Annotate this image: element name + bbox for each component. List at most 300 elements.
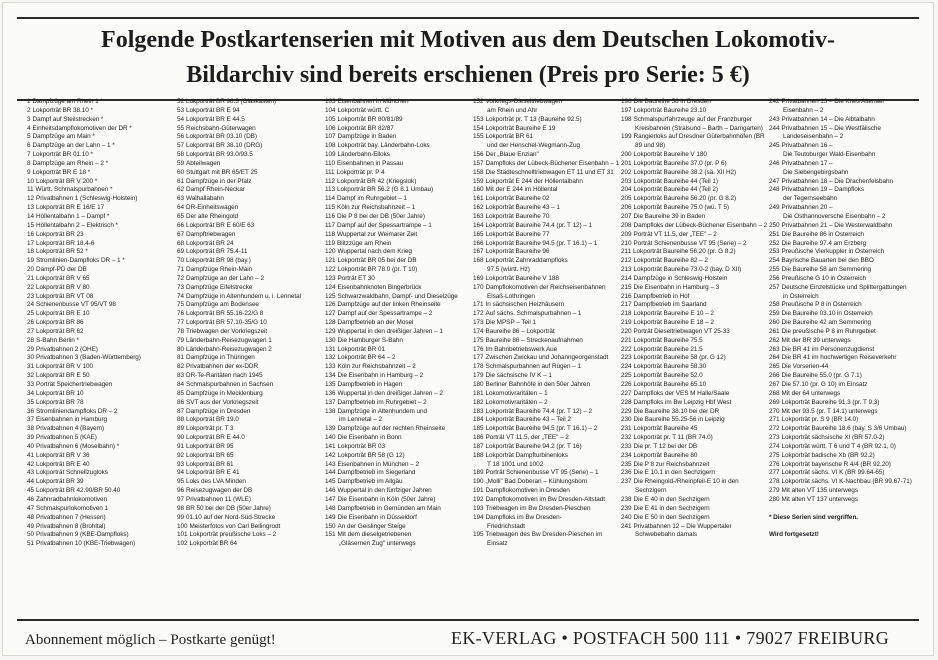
series-column-1 xyxy=(27,98,175,549)
series-title: Lokporträt preußische Loks – 2 xyxy=(189,531,277,539)
series-number: 61 xyxy=(177,177,185,185)
series-entry xyxy=(325,186,473,195)
series-number: 134 xyxy=(325,372,336,380)
series-entry xyxy=(769,372,917,381)
series-entry xyxy=(769,160,917,169)
series-entry xyxy=(27,319,175,328)
series-entry xyxy=(177,372,325,381)
series-entry xyxy=(769,408,917,417)
series-title: in Österreich xyxy=(783,292,819,300)
series-number: 207 xyxy=(621,212,632,220)
series-number: 117 xyxy=(325,221,336,229)
series-entry xyxy=(621,178,769,187)
series-title: Porträt VT 11.5, der „TEE" – 2 xyxy=(633,230,717,238)
series-column-2 xyxy=(177,98,325,549)
series-entry xyxy=(27,381,175,390)
series-title: der Tegernseebahn xyxy=(783,195,838,203)
series-entry xyxy=(769,328,917,337)
series-number: 217 xyxy=(621,301,632,309)
series-number: 145 xyxy=(325,478,336,486)
series-entry xyxy=(177,425,325,434)
series-title: Lokporträt BR 10 xyxy=(36,389,84,397)
series-entry xyxy=(177,178,325,187)
series-number: 265 xyxy=(769,363,780,371)
series-number: 212 xyxy=(621,257,632,265)
series-title: Privatbahnen 20 – xyxy=(781,204,833,212)
series-title: Privatbahnen 16 – xyxy=(781,142,833,150)
series-entry xyxy=(325,452,473,461)
series-title: Berliner Bahnhöfe in den 50er Jahren xyxy=(485,381,590,388)
series-title: Lokporträt pr. T 3 xyxy=(186,425,234,433)
series-title: Lokporträt pr. T 13 (Baureihe 92.5) xyxy=(485,115,582,123)
series-title: und der Henschel-Wegmann-Zug xyxy=(487,142,580,150)
series-entry xyxy=(473,443,621,452)
series-title: Schmalspurbahnen auf Rügen – 1 xyxy=(485,363,582,371)
series-title: Lokomotivraritäten – 1 xyxy=(485,389,548,397)
series-entry xyxy=(177,319,325,328)
series-number: 96 xyxy=(177,487,185,495)
series-entry xyxy=(27,328,175,337)
series-number: 107 xyxy=(325,133,336,141)
series-title: Dampfbetrieb an der Mosel xyxy=(337,319,414,327)
series-entry xyxy=(473,195,621,204)
series-number: 184 xyxy=(473,416,484,424)
series-title: Mit alten VT 137 unterwegs xyxy=(781,495,858,503)
series-number: 236 xyxy=(621,469,632,477)
series-entry xyxy=(177,363,325,372)
series-number: 56 xyxy=(177,133,185,141)
series-number: 206 xyxy=(621,204,632,212)
series-entry xyxy=(621,363,769,372)
series-title: Lokporträt Baureihe 77 xyxy=(485,230,550,238)
series-entry xyxy=(621,505,769,514)
series-title: Dampflokomotiven der Reichseisenbahnen xyxy=(485,283,606,291)
series-entry xyxy=(27,133,175,142)
series-number: 37 xyxy=(27,416,35,424)
series-title: Triebwagen der Vorkriegszeit xyxy=(186,327,268,335)
series-number: 58 xyxy=(177,151,185,159)
series-title: Friedrichstadt xyxy=(487,522,526,530)
series-entry xyxy=(27,116,175,125)
series-number: 132 xyxy=(325,354,336,362)
series-number: 109 xyxy=(325,151,336,159)
series-title: Privatbahnen 14 – Die Albtalbahn xyxy=(781,115,875,123)
series-entry xyxy=(621,266,769,275)
series-number: 235 xyxy=(621,460,632,468)
series-entry xyxy=(473,487,621,496)
series-number: 28 xyxy=(27,336,35,344)
series-entry xyxy=(769,478,917,487)
series-number: 148 xyxy=(325,504,336,512)
series-title: Dampfzüge in der Pfalz xyxy=(186,177,252,185)
series-number: 48 xyxy=(27,513,35,521)
series-number: 190 xyxy=(473,478,484,486)
series-title: Schwarzwaldbahn, Dampf- und Dieselzüge xyxy=(337,292,458,300)
series-entry xyxy=(473,204,621,213)
series-number: 128 xyxy=(325,319,336,327)
series-number: 52 xyxy=(177,98,185,105)
series-entry xyxy=(177,540,325,549)
series-title: Lokporträt Baureihe V 180 xyxy=(633,151,707,159)
series-title: Privatbahnen der ex-DDR xyxy=(186,363,259,371)
series-number: 168 xyxy=(473,257,484,265)
series-title: Lokporträt sächsische XI (BR 57.0-2) xyxy=(781,434,885,442)
series-entry-continuation xyxy=(325,540,473,549)
series-number: 51 xyxy=(27,540,35,548)
series-title: Abteilwagen xyxy=(186,159,221,167)
series-entry xyxy=(621,354,769,363)
series-entry xyxy=(325,125,473,134)
series-entry xyxy=(621,523,769,532)
series-title: Wuppertal zur Weimarer Zeit xyxy=(337,230,418,238)
series-number: 4 xyxy=(27,124,31,132)
series-number: 209 xyxy=(621,230,632,238)
series-title: Lokporträt Baureihe 94.5 (pr. T 16.1) – 2 xyxy=(485,425,598,433)
series-title: Vorkriegs-Dieseltriebwagen xyxy=(485,98,563,105)
series-entry xyxy=(27,125,175,134)
series-title: Lokporträt BR 24 xyxy=(186,239,234,247)
series-number: 14 xyxy=(27,212,35,220)
series-title: Die Baureihe 38.10 bei der DR xyxy=(633,407,720,415)
series-entry xyxy=(769,204,917,213)
series-entry xyxy=(621,293,769,302)
series-title: Rangierloks auf Dresdner Güterbahnhöfen (BR xyxy=(633,133,765,141)
series-number: 5 xyxy=(27,133,31,141)
series-title: Dampfbetrieb in Hagen xyxy=(337,381,403,388)
series-number: 211 xyxy=(621,248,632,256)
series-entry xyxy=(177,301,325,310)
series-number: 277 xyxy=(769,469,780,477)
series-title: Porträt ET 30 xyxy=(337,274,375,282)
series-number: 272 xyxy=(769,425,780,433)
series-entry xyxy=(177,531,325,540)
series-entry xyxy=(473,337,621,346)
series-entry xyxy=(769,248,917,257)
series-title: Die Baureihe 97.4 am Erzberg xyxy=(781,239,867,247)
series-number: 224 xyxy=(621,363,632,371)
series-title: Lokporträt BR 38.10 * xyxy=(32,106,93,114)
series-entry xyxy=(27,346,175,355)
series-number: 105 xyxy=(325,115,336,123)
series-number: 79 xyxy=(177,336,185,344)
series-number: 188 xyxy=(473,451,484,459)
series-title: Die Vorserien-44 xyxy=(781,363,829,371)
series-number: 80 xyxy=(177,345,185,353)
series-entry xyxy=(325,301,473,310)
series-title: Blitzzüge am Rhein xyxy=(337,239,392,247)
series-number: 60 xyxy=(177,168,185,176)
series-number: 250 xyxy=(769,221,780,229)
series-number: 33 xyxy=(27,381,35,388)
series-entry xyxy=(769,487,917,496)
series-number: 159 xyxy=(473,177,484,185)
series-title: Lokporträt BR 03.10 (DB) xyxy=(186,133,257,141)
series-entry xyxy=(177,505,325,514)
series-entry xyxy=(177,293,325,302)
series-entry xyxy=(473,354,621,363)
series-entry xyxy=(769,125,917,134)
series-entry xyxy=(621,248,769,257)
series-title: Preußische G 10 in Österreich xyxy=(781,274,867,282)
footnote-text: Wird fortgesetzt! xyxy=(769,531,819,539)
series-title: Lokomotivraritäten – 2 xyxy=(485,398,548,406)
series-number: 13 xyxy=(27,204,35,212)
series-entry xyxy=(177,443,325,452)
series-number: 86 xyxy=(177,398,185,406)
series-title: Lokporträt Baureihe 44 (Teil 2) xyxy=(633,186,718,194)
series-entry xyxy=(473,452,621,461)
series-entry xyxy=(473,213,621,222)
series-title: Lokporträt BR E 40 xyxy=(36,460,90,468)
series-number: 254 xyxy=(769,257,780,265)
series-title: Dampfbetrieb im Allgäu xyxy=(337,478,403,486)
series-title: Dampfbetrieb im Ruhrgebiet – 2 xyxy=(337,398,427,406)
series-entry xyxy=(769,319,917,328)
series-title: Lokporträt BR 75.4-11 xyxy=(186,248,248,256)
series-title: Dampfzüge auf der linken Rheinseite xyxy=(337,301,441,309)
series-entry-continuation xyxy=(473,142,621,151)
series-title: Lokporträt pr. S 9 (BR 14.0) xyxy=(781,416,859,424)
series-number: 15 xyxy=(27,221,35,229)
series-entry xyxy=(177,186,325,195)
series-title: Dampfzüge am Main * xyxy=(32,133,95,141)
series-entry-continuation xyxy=(769,293,917,302)
series-number: 182 xyxy=(473,398,484,406)
series-entry xyxy=(27,231,175,240)
series-entry xyxy=(473,310,621,319)
series-entry xyxy=(621,328,769,337)
series-number: 16 xyxy=(27,230,35,238)
series-title: Die Osthannoversche Eisenbahn – 2 xyxy=(783,212,886,220)
series-entry xyxy=(27,213,175,222)
series-title: Die pr. T 12 bei der DB xyxy=(633,442,698,450)
series-number: 39 xyxy=(27,434,35,442)
series-entry xyxy=(621,469,769,478)
series-number: 50 xyxy=(27,531,35,539)
series-number: 142 xyxy=(325,451,336,459)
series-entry xyxy=(769,346,917,355)
series-entry xyxy=(621,160,769,169)
series-entry xyxy=(27,514,175,523)
series-title: Dampftriebwagen xyxy=(186,230,236,238)
series-entry xyxy=(177,487,325,496)
series-number: 113 xyxy=(325,186,336,194)
series-entry xyxy=(473,372,621,381)
series-title: Die Baureihe 55.0 (pr. G 7.1) xyxy=(781,372,862,380)
series-number: 260 xyxy=(769,319,780,327)
series-entry xyxy=(27,540,175,549)
series-number: 248 xyxy=(769,186,780,194)
series-number: 126 xyxy=(325,301,336,309)
series-number: 98 xyxy=(177,504,185,512)
series-number: 78 xyxy=(177,327,185,335)
series-title: Lokporträt BR 19.0 xyxy=(186,416,239,424)
series-number: 258 xyxy=(769,301,780,309)
series-number: 55 xyxy=(177,124,185,132)
series-title: Sechzigern xyxy=(635,487,667,495)
series-number: 138 xyxy=(325,407,336,415)
series-number: 84 xyxy=(177,381,185,388)
series-number: 196 xyxy=(621,98,632,105)
series-title: Lokporträt Baureihe 21.5 xyxy=(633,345,703,353)
series-number: 35 xyxy=(27,398,35,406)
series-title: Lokporträt pr. T 11 (BR 74.0) xyxy=(633,434,713,442)
series-number: 216 xyxy=(621,292,632,300)
series-entry xyxy=(621,284,769,293)
series-title: Porträt Speichertriebwagen xyxy=(36,381,113,388)
series-list xyxy=(27,98,923,616)
series-number: 90 xyxy=(177,434,185,442)
series-number: 26 xyxy=(27,319,35,327)
series-title: Deutsche Einzelstücke und Splittergattungen xyxy=(781,283,907,291)
series-title: Mit der E 244 im Höllental xyxy=(485,186,558,194)
series-title: Meisterfotos von Carl Bellingrodt xyxy=(189,522,281,530)
series-entry xyxy=(27,408,175,417)
series-number: 133 xyxy=(325,363,336,371)
series-title: Lokporträt BR E 18 * xyxy=(32,168,91,176)
series-entry xyxy=(473,363,621,372)
series-title: Die Eisenbahn in Hamburg – 2 xyxy=(337,372,424,380)
series-number: 21 xyxy=(27,274,35,282)
series-number: 75 xyxy=(177,301,185,309)
series-entry xyxy=(769,425,917,434)
series-column-3 xyxy=(325,98,473,549)
series-entry xyxy=(325,443,473,452)
series-number: 124 xyxy=(325,283,336,291)
series-number: 218 xyxy=(621,310,632,318)
series-title: Lokporträt Baureihe 38.2 (sä. XII H2) xyxy=(633,168,737,176)
series-title: Die P 8 bei der DB (50er Jahre) xyxy=(337,212,425,220)
series-number: 189 xyxy=(473,469,484,477)
series-entry xyxy=(769,222,917,231)
series-title: Lokporträt BR 78.0 (pr. T 10) xyxy=(337,266,418,274)
series-entry-continuation xyxy=(769,107,917,116)
series-number: 253 xyxy=(769,248,780,256)
series-entry xyxy=(473,222,621,231)
series-entry-continuation xyxy=(769,213,917,222)
series-number: 49 xyxy=(27,522,35,530)
series-title: Die Eisenbahn in Düsseldorf xyxy=(337,513,417,521)
series-title: Dampfloks der Lübeck-Büchener Eisenbahn – 1 xyxy=(485,159,620,167)
series-title: Privatbahnen 2 (OHE) xyxy=(36,345,98,353)
series-title: Lokporträt BR 64 xyxy=(189,540,238,548)
series-number: 81 xyxy=(177,354,185,362)
series-entry xyxy=(27,425,175,434)
series-number: 140 xyxy=(325,434,336,442)
series-title: Landeseisenbahn – 2 xyxy=(783,133,844,141)
series-number: 205 xyxy=(621,195,632,203)
series-number: 129 xyxy=(325,327,336,335)
series-entry xyxy=(325,151,473,160)
page-header xyxy=(17,17,919,101)
series-number: 267 xyxy=(769,381,780,388)
series-number: 19 xyxy=(27,257,35,265)
series-entry xyxy=(473,284,621,293)
series-title: Lokporträt Baureihe 94.2 (pr. T 16) xyxy=(485,442,582,450)
series-entry xyxy=(325,425,473,434)
series-title: Lokporträt Baureihe 80 xyxy=(633,451,698,459)
series-title: Privatbahnen 4 (Bayern) xyxy=(36,425,105,433)
series-title: Die P 8 zur Reichsbahnzeit xyxy=(633,460,710,468)
series-title: Schmalspurbahnen in Sachsen xyxy=(186,381,274,388)
series-title: Privatbahnen 13 – Die Kreis Altenaer xyxy=(781,98,885,105)
series-entry-continuation xyxy=(621,142,769,151)
series-entry xyxy=(621,231,769,240)
series-number: 270 xyxy=(769,407,780,415)
series-number: 83 xyxy=(177,372,185,380)
series-number: 153 xyxy=(473,115,484,123)
series-entry xyxy=(473,231,621,240)
series-number: 114 xyxy=(325,195,336,203)
series-number: 221 xyxy=(621,336,632,344)
series-number: 101 xyxy=(177,531,188,539)
series-entry xyxy=(177,461,325,470)
series-title: Die Eisenbahn in Köln (50er Jahre) xyxy=(337,495,436,503)
series-entry xyxy=(473,133,621,142)
series-entry xyxy=(177,116,325,125)
series-title: Dampfzüge in Baden xyxy=(337,133,397,141)
series-title: Mit der 64 unterwegs xyxy=(781,389,841,397)
series-title: Lokporträt BR 64 – 2 xyxy=(337,354,396,362)
series-entry xyxy=(473,151,621,160)
series-number: 193 xyxy=(473,504,484,512)
series-number: 102 xyxy=(177,540,188,548)
series-entry xyxy=(473,478,621,487)
series-entry xyxy=(177,416,325,425)
series-entry xyxy=(177,434,325,443)
series-entry xyxy=(473,531,621,540)
series-entry xyxy=(769,310,917,319)
series-entry xyxy=(177,107,325,116)
series-title: Privatbahnen 1 (Schleswig-Holstein) xyxy=(36,195,138,203)
series-title: Die Baureihe 03.10 in Österreich xyxy=(781,310,873,318)
series-number: 187 xyxy=(473,442,484,450)
series-title: Zwischen Zwickau und Johanngeorgenstadt xyxy=(485,354,609,362)
series-entry xyxy=(769,452,917,461)
series-title: Dampfbetrieb im Siegerland xyxy=(337,469,416,477)
series-title: Lokporträt BR 82/87 xyxy=(337,124,394,132)
series-number: 233 xyxy=(621,442,632,450)
series-entry xyxy=(325,142,473,151)
series-title: Privatbahnen 12 – Die Wuppertaler xyxy=(633,522,732,530)
series-title: Dampf im Ruhrgebiet – 1 xyxy=(337,195,407,203)
series-entry xyxy=(27,178,175,187)
series-number: 118 xyxy=(325,230,336,238)
series-number: 264 xyxy=(769,354,780,362)
series-entry xyxy=(325,116,473,125)
series-number: 104 xyxy=(325,106,336,114)
series-entry xyxy=(27,354,175,363)
series-title: Porträt VT 11.5, der „TEE" – 2 xyxy=(485,434,569,442)
series-title: Lokporträt BR 52 * xyxy=(36,248,88,256)
series-title: Lokporträt BR 03 xyxy=(337,442,386,450)
series-number: 197 xyxy=(621,106,632,114)
series-number: 247 xyxy=(769,177,780,185)
series-entry xyxy=(27,169,175,178)
series-title: Lokporträt Baureihe 52.0 xyxy=(633,372,703,380)
series-number: 95 xyxy=(177,478,185,486)
series-title: 89 und 98) xyxy=(635,142,666,150)
series-title: Die Baureihe 39 in Baden xyxy=(633,212,706,220)
series-number: 112 xyxy=(325,177,336,185)
series-number: 82 xyxy=(177,363,185,371)
series-title: Dampfloks der VES M Halle/Saale xyxy=(633,389,730,397)
series-title: 97.5 (württ. Hz) xyxy=(487,266,530,274)
series-entry xyxy=(27,186,175,195)
series-title: Lokporträt sächs. VI K (BR 99.64-65) xyxy=(781,469,885,477)
series-entry xyxy=(325,372,473,381)
series-title: Die E 50 in den Sechzigern xyxy=(633,513,710,521)
